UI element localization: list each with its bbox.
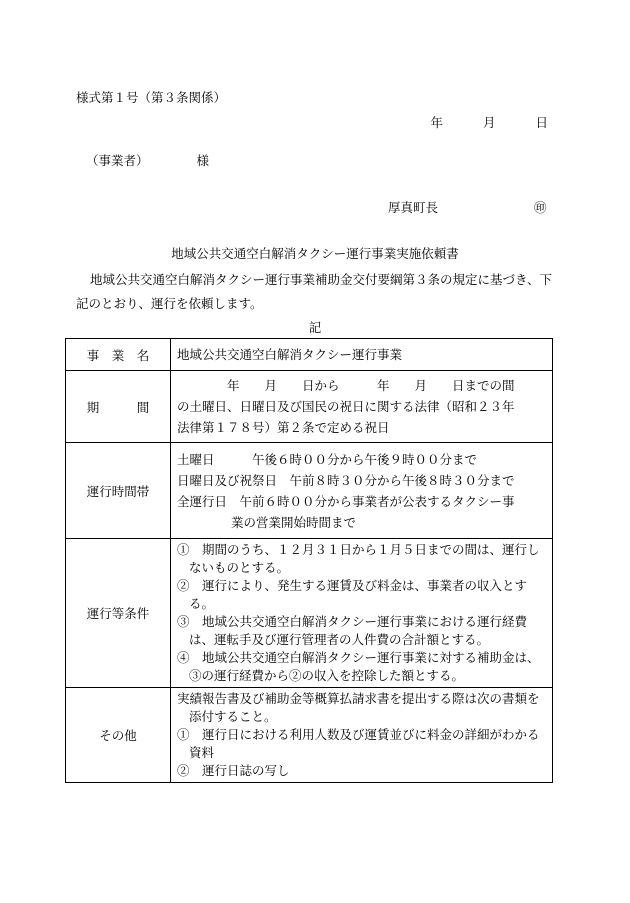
row-label: 運行等条件 — [66, 539, 171, 688]
row-line: の土曜日、日曜日及び国民の祝日に関する法律（昭和２３年 — [177, 399, 515, 414]
row-label: 事 業 名 — [66, 339, 171, 371]
row-line: 年 月 日から 年 月 日までの間 — [177, 378, 515, 393]
recipient-name: （事業者） — [86, 153, 149, 168]
recipient — [86, 151, 209, 169]
issuer — [388, 198, 547, 216]
date-day: 日 — [535, 115, 548, 130]
ki-marker: 記 — [308, 320, 322, 335]
row-label: 期 間 — [66, 371, 171, 443]
seal-mark: ㊞ — [534, 200, 547, 215]
table-row — [66, 688, 553, 783]
row-label: 運行時間帯 — [66, 443, 171, 539]
table-row — [66, 339, 553, 371]
row-line: ③ 地域公共交通空白解消タクシー運行事業における運行経費は、運転手及び運行管理者の人件費の合計額とする。 — [177, 614, 528, 647]
date-month: 月 — [482, 115, 496, 130]
row-value — [171, 443, 553, 539]
row-value — [171, 688, 553, 783]
request-table — [65, 338, 553, 783]
table-row — [66, 443, 553, 539]
table-row — [66, 371, 553, 443]
row-line: 実績報告書及び補助金等概算払請求書を提出する際は次の書類を添付すること。 — [177, 691, 540, 724]
date-year: 年 — [430, 115, 443, 130]
row-line: ② 運行日誌の写し — [177, 763, 290, 778]
intro-paragraph: 地域公共交通空白解消タクシー運行事業補助金交付要綱第３条の規定に基づき、下記のとおり、運行を依頼します。 — [76, 272, 553, 311]
row-line: 法律第１７８号）第２条で定める祝日 — [177, 420, 390, 435]
row-line: ④ 地域公共交通空白解消タクシー運行事業に対する補助金は、③の運行経費から②の収入を控除した額とする。 — [177, 650, 540, 683]
row-value — [171, 371, 553, 443]
date-line — [430, 113, 548, 131]
row-value — [171, 539, 553, 688]
form-number: 様式第１号（第３条関係） — [76, 90, 227, 105]
row-label: その他 — [66, 688, 171, 783]
row-line: 全運行日 午前６時００分から事業者が公表するタクシー事 — [177, 493, 515, 509]
row-line: ① 期間のうち、１２月３１日から１月５日までの間は、運行しないものとする。 — [177, 542, 540, 575]
row-line: 土曜日 午後６時００分から午後９時００分まで — [177, 451, 478, 467]
recipient-honorific: 様 — [196, 153, 210, 168]
row-value — [171, 339, 553, 371]
row-line: 地域公共交通空白解消タクシー運行事業 — [177, 347, 403, 362]
row-line: 業の営業開始時間まで — [231, 514, 357, 530]
row-line: 日曜日及び祝祭日 午前８時３０分から午後８時３０分まで — [177, 472, 515, 488]
table-row — [66, 539, 553, 688]
issuer-title: 厚真町長 — [388, 200, 439, 215]
row-line: ① 運行日における利用人数及び運賃並びに料金の詳細がわかる資料 — [177, 727, 540, 760]
document-title: 地域公共交通空白解消タクシー運行事業実施依頼書 — [171, 246, 459, 261]
row-line: ② 運行により、発生する運賃及び料金は、事業者の収入とする。 — [177, 578, 528, 611]
